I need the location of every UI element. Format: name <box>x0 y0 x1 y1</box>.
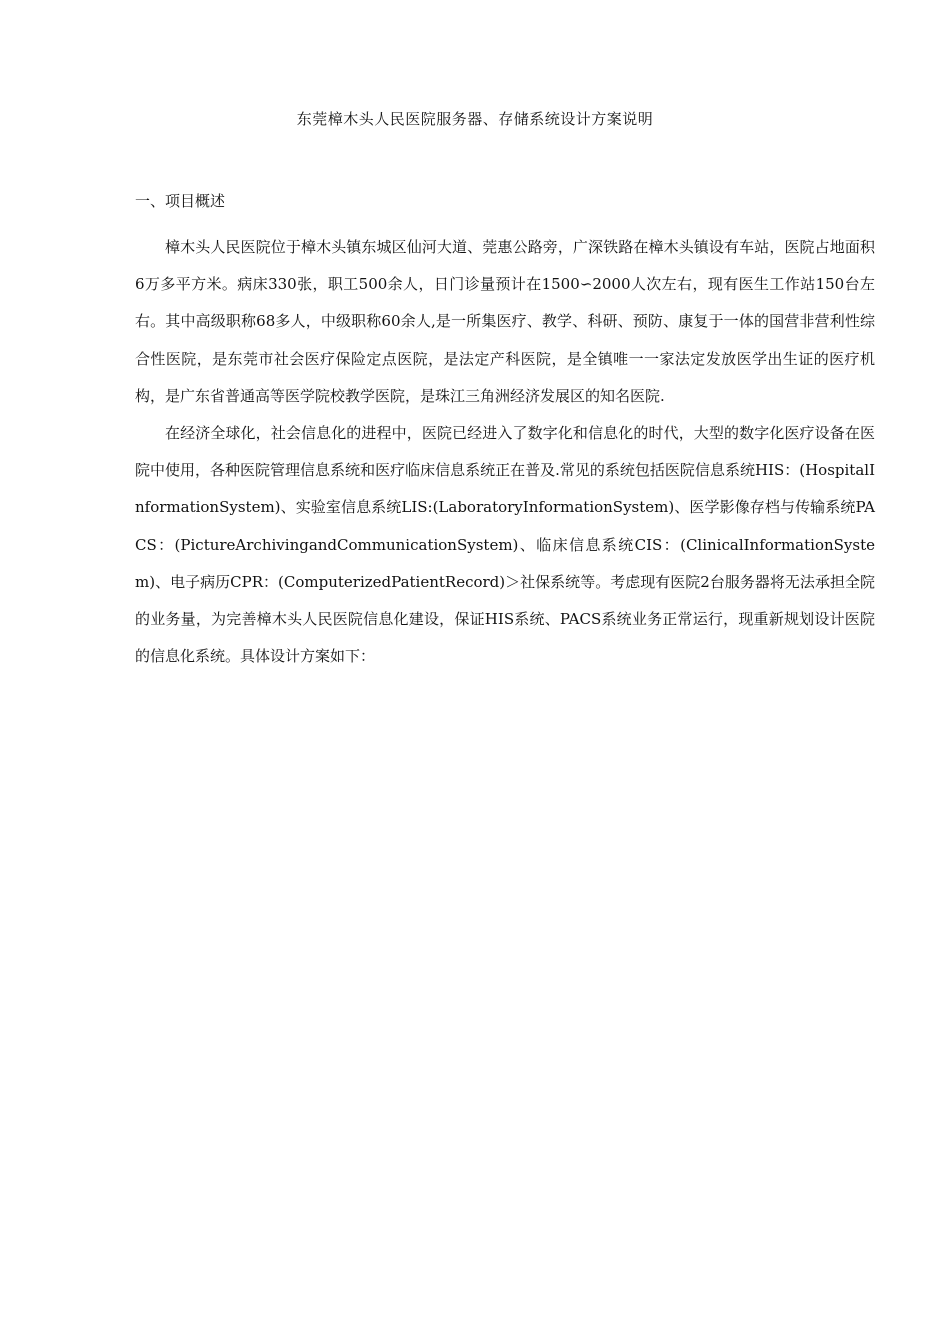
section-heading: 一、项目概述 <box>135 192 226 210</box>
document-title: 东莞樟木头人民医院服务器、存储系统设计方案说明 <box>296 110 654 128</box>
document-body <box>135 229 875 675</box>
paragraph-hospital-overview: 樟木头人民医院位于樟木头镇东城区仙河大道、莞惠公路旁，广深铁路在樟木头镇设有车站，医院占地面积6万多平方米。病床330张，职工500余人，日门诊量预计在1500∽2000人次左右，现有医生工作站150台左右。其中高级职称68多人，中级职称60余人,是一所集医疗、教学、科研、预防、康复于一体的国营非营利性综合性医院，是东莞市社会医疗保险定点医院，是法定产科医院，是全镇唯一一家法定发放医学出生证的医疗机构，是广东省普通高等医学院校教学医院，是珠江三角洲经济发展区的知名医院. <box>135 238 875 405</box>
paragraph-informatization-background: 在经济全球化，社会信息化的进程中，医院已经进入了数字化和信息化的时代，大型的数字化医疗设备在医院中使用，各种医院管理信息系统和医疗临床信息系统正在普及.常见的系统包括医院信息系统HIS：(HospitalInformationSystem)、实验室信息系统LIS:(LaboratoryInformationSystem)、医学影像存档与传输系统PACS：(PictureArchivingandCommunicationSystem)、临床信息系统CIS：(ClinicalInformationSystem)、电子病历CPR：(ComputerizedPatientRecord)＞社保系统等。考虑现有医院2台服务器将无法承担全院的业务量，为完善樟木头人民医院信息化建设，保证HIS系统、PACS系统业务正常运行，现重新规划设计医院的信息化系统。具体设计方案如下： <box>135 424 875 666</box>
